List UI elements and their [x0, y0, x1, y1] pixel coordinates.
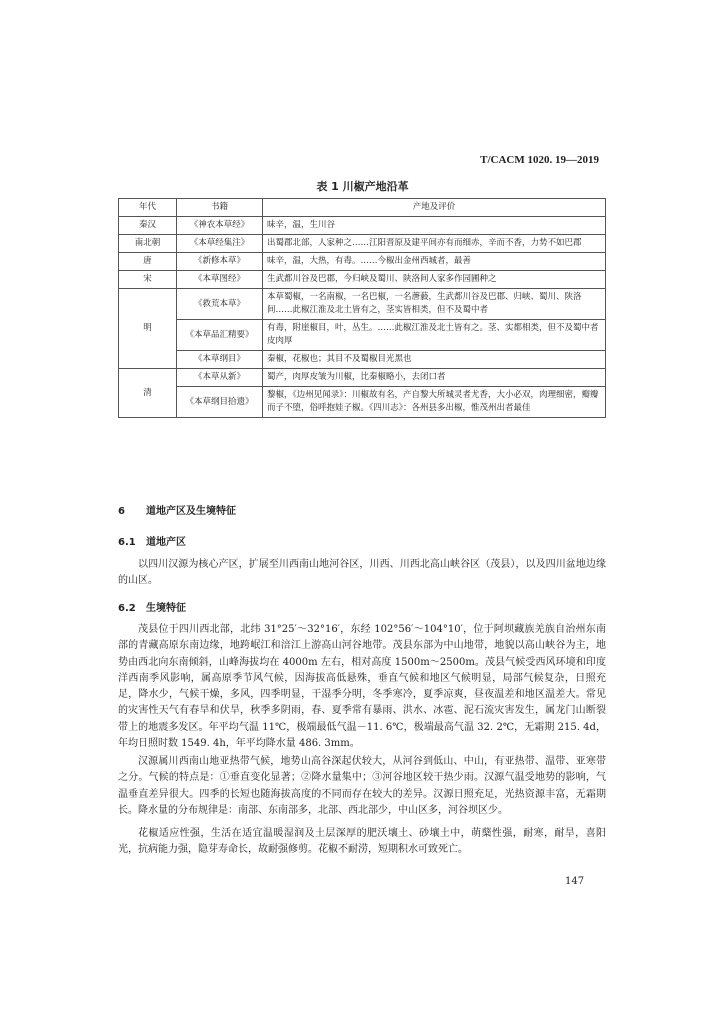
book-cell: 《本草图经》: [177, 271, 263, 289]
section-title: 道地产区: [146, 537, 186, 548]
era-cell: 清: [119, 369, 177, 418]
era-cell: 秦汉: [119, 217, 177, 235]
book-cell: 《神农本草经》: [177, 217, 263, 235]
section-title: 生境特征: [146, 603, 186, 614]
table-header-row: [119, 199, 606, 217]
origin-history-table: [118, 198, 606, 418]
section-number: 6.1: [118, 537, 136, 548]
era-cell: 明: [119, 289, 177, 369]
section-title: 道地产区及生境特征: [146, 506, 236, 517]
column-header-book: 书籍: [177, 199, 263, 217]
paragraph: 汉源属川西南山地亚热带气候，地势山高谷深起伏较大，从河谷到低山、中山，有亚热带、温带、亚寒带之分。气候的特点是：①垂直变化显著；②降水量集中；③河谷地区较干热少雨。汉源气温受地势的影响，气温垂直差异很大。四季的长短也随海拔高度的不同而存在较大的差异。汉源日照充足，光热资源丰富，无霜期长。降水量的分布规律是：南部、东南部多，北部、西北部少，中山区多，河谷坝区少。: [118, 756, 606, 816]
book-cell: 《新修本草》: [177, 253, 263, 271]
column-header-era: 年代: [119, 199, 177, 217]
era-cell: 南北朝: [119, 235, 177, 253]
page-number: 147: [565, 876, 585, 887]
book-cell: 《本草从新》: [177, 369, 263, 387]
origin-cell: 生武都川谷及巴郡，今归峡及蜀川、陕洛间人家多作园圃种之: [263, 271, 606, 289]
section-number: 6: [118, 506, 125, 517]
origin-cell: 黎椒，《边州见闻录》：川椒故有名，产自黎大所城灵者尤香，大小必双，肉理细密，瓣瓣而子不堕，俗呼抱娃子椒。《四川志》：各州县多出椒，惟茂州出者最佳: [263, 387, 606, 418]
table-row: [119, 217, 606, 235]
book-cell: 《本草品汇精要》: [177, 320, 263, 351]
section-heading: [118, 533, 186, 548]
era-cell: 宋: [119, 271, 177, 289]
book-cell: 《本草纲目》: [177, 351, 263, 369]
table-title: 表 1 川椒产地沿革: [316, 180, 409, 193]
document-code: T/CACM 1020. 19—2019: [480, 154, 599, 166]
era-cell: 唐: [119, 253, 177, 271]
paragraph: 花椒适应性强，生活在适宜温暖湿润及土层深厚的肥沃壤土、砂壤土中，萌蘖性强，耐寒，耐旱，喜阳光，抗病能力强，隐芽寿命长，故耐强修剪。花椒不耐涝，短期积水可致死亡。: [118, 828, 606, 856]
table-row: [119, 253, 606, 271]
origin-cell: 味辛，温，大热，有毒。……今椒出金州西城者，最善: [263, 253, 606, 271]
paragraph: 茂县位于四川西北部，北纬 31°25′～32°16′，东经 102°56′～104°10′，位于阿坝藏族羌族自治州东南部的青藏高原东南边缘，地跨岷江和涪江上游高山河谷地带。茂县东部为中山地带，地貌以高山峡谷为主，地势由西北向东南倾斜，山峰海拔均在 4000m 左右，相对高度 1500m～2500m。茂县气候受西风环境和印度洋西南季风影响，属高原季节风气候，因海拔高低悬殊，垂直气候和地区气候明显，局部气候复杂，日照充足，降水少，气候干燥，多风，四季明显，干湿季分明，冬季寒冷，夏季凉爽，昼夜温差和地区温差大。常见的灾害性天气有春旱和伏旱，秋季多阴雨，春、夏季常有暴雨、洪水、冰雹、泥石流灾害发生，属龙门山断裂带上的地震多发区。年平均气温 11℃，极端最低气温－11. 6℃，极端最高气温 32. 2℃，无霜期 215. 4d，年均日照时数 1549. 4h，年平均降水量 486. 3mm。: [118, 624, 606, 750]
book-cell: 《本草经集注》: [177, 235, 263, 253]
section-heading: [118, 502, 236, 517]
origin-cell: 出蜀郡北部，人家种之……江阳晋原及建平间亦有而细赤，辛而不香，力势不如巴郡: [263, 235, 606, 253]
book-cell: 《本草纲目拾遗》: [177, 387, 263, 418]
origin-cell: 本草蜀椒，一名南椒，一名巴椒，一名蓎藙，生武都川谷及巴郡、归峡、蜀川、陕洛间……此椒江淮及北土皆有之，茎实皆相类，但不及蜀中者: [263, 289, 606, 320]
table-row: [119, 387, 606, 418]
origin-cell: 秦椒，花椒也；其目不及蜀椒目光黑也: [263, 351, 606, 369]
origin-cell: 味辛，温，生川谷: [263, 217, 606, 235]
book-cell: 《救荒本草》: [177, 289, 263, 320]
table-row: [119, 271, 606, 289]
origin-cell: 蜀产，肉厚皮皱为川椒，比秦椒略小，去闭口者: [263, 369, 606, 387]
origin-cell: 有毒，附崖椒目，叶，丛生。……此椒江淮及北土皆有之。茎、实都相类，但不及蜀中者皮肉厚: [263, 320, 606, 351]
table-row: [119, 289, 606, 320]
table-row: [119, 320, 606, 351]
table-row: [119, 369, 606, 387]
paragraph: 以四川汉源为核心产区，扩展至川西南山地河谷区，川西、川西北高山峡谷区（茂县），以及四川盆地边缘的山区。: [118, 559, 606, 587]
table-row: [119, 235, 606, 253]
section-heading: [118, 599, 186, 614]
column-header-origin: 产地及评价: [263, 199, 606, 217]
table-row: [119, 351, 606, 369]
section-number: 6.2: [118, 603, 136, 614]
